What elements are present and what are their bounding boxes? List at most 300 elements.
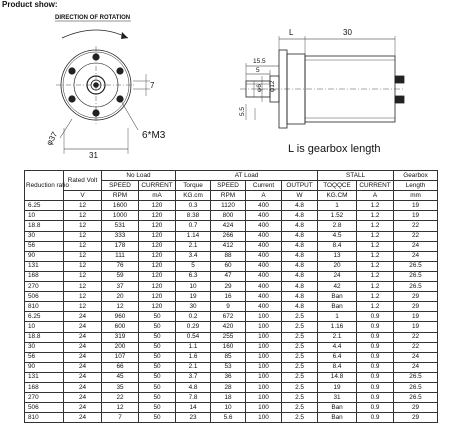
table-cell: 1.6 <box>176 352 211 362</box>
table-cell: 2.5 <box>282 322 318 332</box>
table-cell: 50 <box>139 352 176 362</box>
table-cell: 424 <box>211 221 246 231</box>
table-cell: 4.8 <box>282 261 318 271</box>
table-cell: 2.5 <box>282 342 318 352</box>
table-cell: 50 <box>139 372 176 382</box>
table-cell: Ban <box>318 292 357 302</box>
table-cell: 26.5 <box>394 372 438 382</box>
table-cell: 100 <box>246 312 282 322</box>
table-cell: 0.9 <box>357 352 394 362</box>
table-cell: 22 <box>394 332 438 342</box>
gearbox-caption: L is gearbox length <box>288 143 381 155</box>
spec-table <box>24 170 438 423</box>
table-cell: 1.2 <box>357 231 394 241</box>
unit-cell: mm <box>394 191 438 201</box>
table-cell: 120 <box>139 271 176 281</box>
table-cell: 1.2 <box>357 251 394 261</box>
table-cell: Ban <box>318 403 357 413</box>
dim-31-label: 31 <box>89 151 98 160</box>
mount-hole-icon <box>117 68 123 74</box>
table-cell: 26.5 <box>394 271 438 281</box>
table-cell: 50 <box>139 312 176 322</box>
table-cell: 0.7 <box>176 221 211 231</box>
table-cell: 1.2 <box>357 302 394 312</box>
table-cell: 120 <box>139 211 176 221</box>
table-cell: 24 <box>394 251 438 261</box>
table-cell: 120 <box>139 261 176 271</box>
table-cell: 12 <box>64 251 102 261</box>
table-cell: 6.25 <box>25 201 64 211</box>
table-cell: 12 <box>64 231 102 241</box>
table-cell: 600 <box>102 322 139 332</box>
table-row <box>25 342 438 352</box>
header-no-load: No Load <box>102 171 176 181</box>
table-cell: 6.4 <box>318 352 357 362</box>
header-stall: STALL <box>318 171 394 181</box>
table-cell: 1.2 <box>357 241 394 251</box>
table-cell: 2.5 <box>282 372 318 382</box>
table-cell: 4.8 <box>282 211 318 221</box>
table-row <box>25 403 438 413</box>
table-row <box>25 332 438 342</box>
table-cell: 7 <box>102 413 139 423</box>
table-cell: 4.8 <box>282 282 318 292</box>
table-cell: 100 <box>246 413 282 423</box>
dim-15-5-label: 15.5 <box>253 58 266 65</box>
table-cell: 59 <box>102 271 139 281</box>
table-cell: 131 <box>25 372 64 382</box>
table-cell: 50 <box>139 393 176 403</box>
table-cell: 1 <box>318 201 357 211</box>
table-cell: 506 <box>25 292 64 302</box>
table-row <box>25 292 438 302</box>
table-cell: 24 <box>64 352 102 362</box>
header-reduction-ratio: Reduction ratio <box>25 171 64 201</box>
table-cell: 4.5 <box>318 231 357 241</box>
table-cell: 1 <box>318 312 357 322</box>
unit-cell: A <box>246 191 282 201</box>
table-cell: 22 <box>102 393 139 403</box>
table-cell: 24 <box>394 241 438 251</box>
table-cell: 2.5 <box>282 332 318 342</box>
table-cell: 270 <box>25 282 64 292</box>
table-cell: 120 <box>139 201 176 211</box>
table-cell: 36 <box>211 372 246 382</box>
table-cell: 1.2 <box>357 201 394 211</box>
col-current-stall: CURRENT <box>357 181 394 191</box>
table-cell: 8.4 <box>318 362 357 372</box>
table-cell: 2.1 <box>176 241 211 251</box>
table-cell: 22 <box>394 342 438 352</box>
table-cell: 24 <box>64 413 102 423</box>
table-cell: 12 <box>102 403 139 413</box>
table-cell: 4.8 <box>282 241 318 251</box>
table-cell: 1.1 <box>176 342 211 352</box>
table-cell: 3.7 <box>176 372 211 382</box>
table-cell: 100 <box>246 403 282 413</box>
table-row <box>25 201 438 211</box>
table-cell: 120 <box>139 231 176 241</box>
table-cell: 26.5 <box>394 393 438 403</box>
table-cell: 24 <box>64 342 102 352</box>
table-cell: 2.5 <box>282 403 318 413</box>
table-cell: 255 <box>211 332 246 342</box>
table-cell: 12 <box>64 201 102 211</box>
table-cell: 0.9 <box>357 312 394 322</box>
table-cell: 120 <box>139 241 176 251</box>
table-row <box>25 312 438 322</box>
table-cell: 111 <box>102 251 139 261</box>
table-cell: 120 <box>139 251 176 261</box>
spec-table-body <box>25 201 438 423</box>
table-cell: 2.5 <box>282 362 318 372</box>
direction-label: DIRECTION OF ROTATION <box>55 15 131 21</box>
table-cell: 0.9 <box>357 342 394 352</box>
table-cell: 120 <box>139 292 176 302</box>
table-cell: 50 <box>139 342 176 352</box>
table-cell: 810 <box>25 413 64 423</box>
table-cell: 810 <box>25 302 64 312</box>
table-cell: 12 <box>64 211 102 221</box>
col-length: Length <box>394 181 438 191</box>
table-cell: 66 <box>102 362 139 372</box>
table-cell: 1000 <box>102 211 139 221</box>
table-cell: 7.8 <box>176 393 211 403</box>
table-cell: 10 <box>25 322 64 332</box>
table-cell: 1.2 <box>357 292 394 302</box>
table-cell: 18 <box>211 393 246 403</box>
table-cell: 50 <box>139 413 176 423</box>
table-cell: 14 <box>176 403 211 413</box>
header-at-load: AT Load <box>176 171 318 181</box>
table-cell: 4.8 <box>282 302 318 312</box>
table-cell: 19 <box>394 322 438 332</box>
table-cell: 200 <box>102 342 139 352</box>
table-cell: 56 <box>25 241 64 251</box>
table-cell: 2.1 <box>318 332 357 342</box>
table-cell: 85 <box>211 352 246 362</box>
table-cell: 2.5 <box>282 352 318 362</box>
dim-30-label: 30 <box>343 28 352 37</box>
table-row <box>25 413 438 423</box>
table-cell: 120 <box>139 282 176 292</box>
dim-phi12-label: φ12 <box>269 80 276 92</box>
table-cell: 20 <box>102 292 139 302</box>
table-cell: 400 <box>246 282 282 292</box>
table-cell: 12 <box>64 292 102 302</box>
table-cell: 4.8 <box>282 231 318 241</box>
col-current-noload: CURRENT <box>139 181 176 191</box>
table-row <box>25 211 438 221</box>
col-output: OUTPUT <box>282 181 318 191</box>
table-cell: 26.5 <box>394 382 438 392</box>
table-cell: 2.5 <box>282 382 318 392</box>
table-cell: 3.4 <box>176 251 211 261</box>
technical-drawing <box>0 8 450 170</box>
table-cell: 960 <box>102 312 139 322</box>
table-cell: 10 <box>176 282 211 292</box>
table-cell: 2.5 <box>282 393 318 403</box>
table-cell: 800 <box>211 211 246 221</box>
table-cell: 19 <box>394 211 438 221</box>
col-current-load: Current <box>246 181 282 191</box>
table-cell: 29 <box>394 292 438 302</box>
table-cell: 120 <box>139 221 176 231</box>
table-row <box>25 372 438 382</box>
table-cell: 6.25 <box>25 312 64 322</box>
table-cell: 412 <box>211 241 246 251</box>
table-cell: 100 <box>246 352 282 362</box>
table-cell: 13 <box>318 251 357 261</box>
table-cell: 56 <box>25 352 64 362</box>
table-cell: 47 <box>211 271 246 281</box>
unit-cell: V <box>64 191 102 201</box>
col-speed-load: SPEED <box>211 181 246 191</box>
table-cell: 12 <box>64 271 102 281</box>
table-cell: 12 <box>64 241 102 251</box>
table-cell: 10 <box>25 211 64 221</box>
product-heading: Product show: <box>2 0 58 9</box>
table-cell: 1.2 <box>357 271 394 281</box>
table-cell: 50 <box>139 382 176 392</box>
unit-cell: KG.CM <box>318 191 357 201</box>
dim-phi6-label: φ6 <box>256 84 263 92</box>
table-row <box>25 302 438 312</box>
table-cell: 4.8 <box>282 221 318 231</box>
table-row <box>25 362 438 372</box>
header-gearbox: Gearbox <box>394 171 438 181</box>
table-cell: 1.52 <box>318 211 357 221</box>
table-cell: 29 <box>394 302 438 312</box>
table-row <box>25 352 438 362</box>
table-cell: 1120 <box>211 201 246 211</box>
table-cell: 0.9 <box>357 393 394 403</box>
unit-cell: KG.cm <box>176 191 211 201</box>
table-cell: 531 <box>102 221 139 231</box>
table-cell: 4.8 <box>282 271 318 281</box>
col-speed-noload: SPEED <box>102 181 139 191</box>
table-cell: 131 <box>25 261 64 271</box>
col-torque-stall: TOQQCE <box>318 181 357 191</box>
table-cell: 24 <box>64 362 102 372</box>
table-cell: 168 <box>25 382 64 392</box>
table-cell: 24 <box>64 322 102 332</box>
side-view <box>240 36 404 128</box>
table-cell: 18.8 <box>25 221 64 231</box>
table-row <box>25 221 438 231</box>
table-cell: 24 <box>64 332 102 342</box>
front-view <box>55 15 150 154</box>
table-cell: 53 <box>211 362 246 372</box>
table-cell: 12 <box>64 261 102 271</box>
table-cell: 19 <box>394 201 438 211</box>
table-cell: 2.1 <box>176 362 211 372</box>
table-cell: 24 <box>394 352 438 362</box>
table-cell: 28 <box>211 382 246 392</box>
table-cell: 0.9 <box>357 322 394 332</box>
table-cell: 29 <box>211 282 246 292</box>
table-cell: 400 <box>246 241 282 251</box>
table-cell: 12 <box>64 282 102 292</box>
table-cell: 4.8 <box>282 292 318 302</box>
table-cell: 120 <box>139 302 176 312</box>
table-cell: 319 <box>102 332 139 342</box>
table-cell: 0.9 <box>357 332 394 342</box>
table-cell: 107 <box>102 352 139 362</box>
table-cell: 19 <box>394 312 438 322</box>
table-cell: Ban <box>318 302 357 312</box>
table-cell: 100 <box>246 393 282 403</box>
table-cell: 24 <box>64 372 102 382</box>
table-cell: 2.8 <box>318 221 357 231</box>
table-row <box>25 261 438 271</box>
table-cell: 4.8 <box>176 382 211 392</box>
header-row-units <box>25 191 438 201</box>
table-cell: 1.16 <box>318 322 357 332</box>
table-cell: 178 <box>102 241 139 251</box>
rotation-arrow-icon <box>121 32 128 39</box>
table-cell: 100 <box>246 362 282 372</box>
unit-cell: W <box>282 191 318 201</box>
table-cell: 12 <box>102 302 139 312</box>
table-cell: 5 <box>176 261 211 271</box>
mount-hole-icon <box>69 96 75 102</box>
dim-5-label: 5 <box>256 67 260 74</box>
table-cell: 37 <box>102 282 139 292</box>
table-cell: 2.5 <box>282 312 318 322</box>
table-cell: 24 <box>64 382 102 392</box>
table-cell: 0.3 <box>176 201 211 211</box>
table-cell: 45 <box>102 372 139 382</box>
table-cell: 1.2 <box>357 261 394 271</box>
unit-cell: A <box>357 191 394 201</box>
table-cell: 90 <box>25 251 64 261</box>
table-cell: 0.9 <box>357 362 394 372</box>
table-cell: 24 <box>394 362 438 372</box>
table-cell: 42 <box>318 282 357 292</box>
table-cell: 0.2 <box>176 312 211 322</box>
dim-phi37-label: φ37 <box>44 130 60 147</box>
table-cell: 2.5 <box>282 413 318 423</box>
table-cell: 14.8 <box>318 372 357 382</box>
unit-cell: RPM <box>102 191 139 201</box>
table-cell: 30 <box>176 302 211 312</box>
table-cell: 19 <box>176 292 211 302</box>
table-row <box>25 393 438 403</box>
table-cell: 400 <box>246 271 282 281</box>
table-cell: 100 <box>246 342 282 352</box>
table-cell: 100 <box>246 332 282 342</box>
table-cell: 50 <box>139 322 176 332</box>
table-cell: 0.9 <box>357 372 394 382</box>
table-cell: 18.8 <box>25 332 64 342</box>
table-row <box>25 271 438 281</box>
table-cell: 1.2 <box>357 282 394 292</box>
table-cell: 30 <box>25 231 64 241</box>
table-cell: 24 <box>64 312 102 322</box>
table-row <box>25 241 438 251</box>
table-cell: 4.8 <box>282 201 318 211</box>
table-cell: 76 <box>102 261 139 271</box>
table-cell: 400 <box>246 201 282 211</box>
table-cell: 50 <box>139 403 176 413</box>
table-cell: 8.4 <box>318 241 357 251</box>
table-cell: 1600 <box>102 201 139 211</box>
dim-6m3-label: 6*M3 <box>142 130 166 141</box>
table-cell: 100 <box>246 372 282 382</box>
table-cell: 50 <box>139 332 176 342</box>
table-cell: 400 <box>246 302 282 312</box>
table-cell: 1.2 <box>357 221 394 231</box>
table-cell: 24 <box>64 403 102 413</box>
table-cell: 6.3 <box>176 271 211 281</box>
table-cell: 506 <box>25 403 64 413</box>
table-cell: 20 <box>318 261 357 271</box>
table-cell: 672 <box>211 312 246 322</box>
table-cell: 9 <box>211 302 246 312</box>
table-cell: 24 <box>64 393 102 403</box>
table-cell: 22 <box>394 231 438 241</box>
table-cell: 16 <box>211 292 246 302</box>
table-cell: 1.2 <box>357 211 394 221</box>
table-cell: 0.54 <box>176 332 211 342</box>
table-cell: 12 <box>64 221 102 231</box>
table-cell: 23 <box>176 413 211 423</box>
table-cell: 266 <box>211 231 246 241</box>
table-cell: 26.5 <box>394 282 438 292</box>
table-cell: 400 <box>246 221 282 231</box>
table-row <box>25 322 438 332</box>
table-cell: 0.9 <box>357 382 394 392</box>
header-row-groups <box>25 171 438 181</box>
table-cell: 400 <box>246 231 282 241</box>
table-cell: 420 <box>211 322 246 332</box>
table-cell: 88 <box>211 251 246 261</box>
table-cell: 10 <box>211 403 246 413</box>
table-cell: 0.29 <box>176 322 211 332</box>
table-cell: 5.6 <box>211 413 246 423</box>
table-cell: Ban <box>318 413 357 423</box>
unit-cell: RPM <box>211 191 246 201</box>
table-cell: 19 <box>318 382 357 392</box>
table-cell: 0.9 <box>357 413 394 423</box>
table-cell: 8.38 <box>176 211 211 221</box>
table-cell: 4.8 <box>282 251 318 261</box>
table-cell: 270 <box>25 393 64 403</box>
table-row <box>25 382 438 392</box>
table-row <box>25 251 438 261</box>
table-cell: 12 <box>64 302 102 312</box>
unit-cell: mA <box>139 191 176 201</box>
header-rated-volt: Rated Volt <box>64 171 102 191</box>
table-cell: 22 <box>394 221 438 231</box>
table-cell: 400 <box>246 251 282 261</box>
table-cell: 35 <box>102 382 139 392</box>
table-cell: 100 <box>246 382 282 392</box>
table-cell: 4.4 <box>318 342 357 352</box>
table-cell: 29 <box>394 413 438 423</box>
table-cell: 400 <box>246 211 282 221</box>
table-cell: 24 <box>318 271 357 281</box>
spec-table-container <box>24 170 437 423</box>
table-cell: 90 <box>25 362 64 372</box>
table-cell: 31 <box>318 393 357 403</box>
mount-hole-icon <box>69 68 75 74</box>
table-cell: 100 <box>246 322 282 332</box>
table-cell: 333 <box>102 231 139 241</box>
table-cell: 60 <box>211 261 246 271</box>
table-row <box>25 231 438 241</box>
